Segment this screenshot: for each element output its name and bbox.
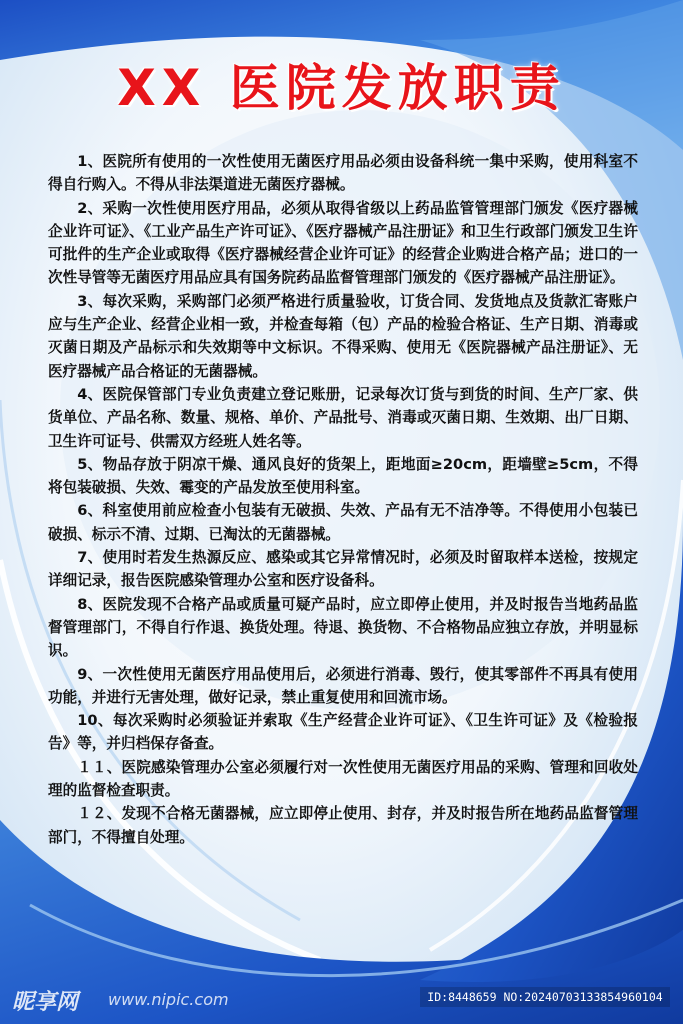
responsibility-item-2: 2、采购一次性使用医疗用品，必须从取得省级以上药品监管管理部门颁发《医疗器械企业许可证》、《工业产品生产许可证》、《医疗器械产品注册证》和卫生行政部门颁发卫生许可批件的生产企业或取得《医疗器械经营企业许可证》的经营企业购进合格产品；进口的一次性导管等无菌医疗用品应具有国务院药品监督管理部门颁发的《医疗器械产品注册证》。 xyxy=(48,199,638,287)
responsibility-item-12: １２、发现不合格无菌器械，应立即停止使用、封存，并及时报告所在地药品监督管理部门，不得擅自处理。 xyxy=(48,805,638,846)
watermark-url: www.nipic.com xyxy=(108,990,229,1009)
responsibility-item-3: 3、每次采购，采购部门必须严格进行质量验收，订货合同、发货地点及货款汇寄账户应与生产企业、经营企业相一致，并检查每箱（包）产品的检验合格证、生产日期、消毒或灭菌日期及产品标示和失效期等中文标识。不得采购、使用无《医院器械产品注册证》、无医疗器械产品合格证的无菌器械。 xyxy=(48,292,638,380)
responsibility-item-11: １１、医院感染管理办公室必须履行对一次性使用无菌医疗用品的采购、管理和回收处理的监督检查职责。 xyxy=(48,758,638,800)
responsibility-item-5: 5、物品存放于阴凉干燥、通风良好的货架上，距地面≥20cm，距墙壁≥5cm，不得将包装破损、失效、霉变的产品发放至使用科室。 xyxy=(48,455,638,497)
page-title: XX 医院发放职责 xyxy=(117,59,566,117)
watermark-logo: 昵享网 xyxy=(12,990,79,1015)
watermark-id: ID:8448659 NO:20240703133854960104 xyxy=(420,987,670,1007)
responsibility-item-10: 10、每次采购时必须验证并索取《生产经营企业许可证》、《卫生许可证》及《检验报告》等，并归档保存备查。 xyxy=(48,712,638,753)
responsibility-item-9: 9、一次性使用无菌医疗用品使用后，必须进行消毒、毁行，使其零部件不再具有使用功能，并进行无害处理，做好记录，禁止重复使用和回流市场。 xyxy=(48,665,638,706)
responsibility-item-1: 1、医院所有使用的一次性使用无菌医疗用品必须由设备科统一集中采购，使用科室不得自行购入。不得从非法渠道进无菌医疗器械。 xyxy=(48,153,638,194)
responsibilities-text xyxy=(48,150,638,849)
responsibility-item-8: 8、医院发现不合格产品或质量可疑产品时，应立即停止使用，并及时报告当地药品监督管理部门，不得自行作退、换货处理。待退、换货物、不合格物品应独立存放，并明显标识。 xyxy=(48,595,638,660)
responsibility-item-7: 7、使用时若发生热源反应、感染或其它异常情况时，必须及时留取样本送检，按规定详细记录，报告医院感染管理办公室和医疗设备科。 xyxy=(48,549,638,590)
responsibility-item-6: 6、科室使用前应检查小包装有无破损、失效、产品有无不洁净等。不得使用小包装已破损、标示不清、过期、已淘汰的无菌器械。 xyxy=(48,502,638,543)
responsibility-item-4: 4、医院保管部门专业负责建立登记账册，记录每次订货与到货的时间、生产厂家、供货单位、产品名称、数量、规格、单价、产品批号、消毒或灭菌日期、生效期、出厂日期、卫生许可证号、供需双方经班人姓名等。 xyxy=(48,385,638,450)
